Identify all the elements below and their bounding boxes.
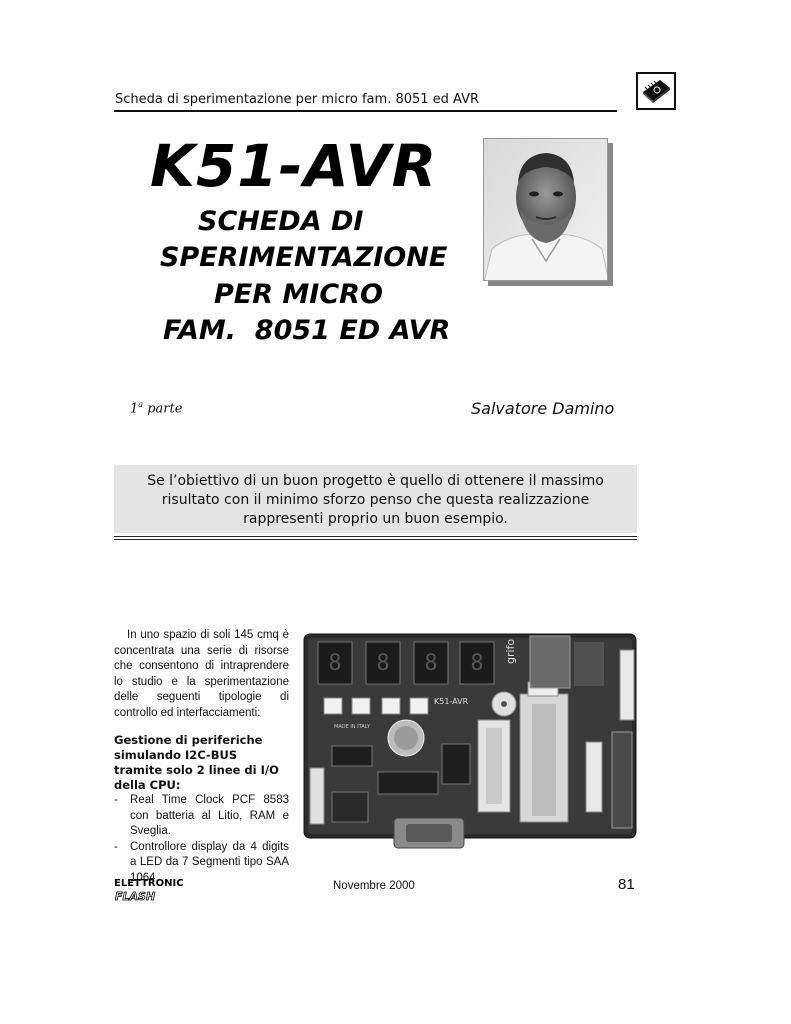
header-rule	[114, 110, 617, 112]
body-column	[114, 628, 289, 886]
part-label	[130, 400, 182, 416]
feature-list	[114, 793, 289, 886]
part-suffix: a	[138, 400, 144, 409]
author-photo	[483, 138, 608, 281]
subtitle-line-3: PER MICRO	[214, 279, 383, 310]
brand-label: grifo	[504, 638, 517, 664]
magazine-logo	[113, 875, 183, 903]
article-title: K51-AVR	[150, 132, 438, 200]
running-head: Scheda di sperimentazione per micro fam. 8051 ed AVR	[115, 92, 480, 107]
part-word: parte	[147, 401, 183, 417]
subtitle-line-2: SPERIMENTAZIONE	[160, 242, 448, 273]
lead-paragraph: Se l’obiettivo di un buon progetto è quello di ottenere il massimo risultato con il minimo sforzo penso che questa realizzazione rappresenti proprio un buon esempio.	[114, 465, 637, 533]
page-number: 81	[618, 876, 635, 893]
lead-rule-bottom	[114, 539, 637, 540]
bullet-marker: -	[114, 840, 118, 853]
svg-text:8: 8	[470, 651, 484, 676]
intro-paragraph: In uno spazio di soli 145 cmq è concentrata una serie di risorse che consentono di intraprendere lo studio e la sperimentazione delle seguenti tipologie di controllo ed interfacciamenti:	[114, 629, 289, 719]
section-subheading: Gestione di periferiche simulando I2C-BUS tramite solo 2 linee di I/O della CPU:	[114, 733, 279, 792]
list-item: - Real Time Clock PCF 8583 con batteria al Litio, RAM e Sveglia.	[114, 794, 289, 837]
magazine-name-line-1: ELETTRONIC	[114, 878, 183, 889]
subtitle-line-4: FAM. 8051 ED AVR	[163, 315, 451, 346]
list-item: - Controllore display da 4 digits a LED da 7 Segmenti tipo SAA 1064.	[114, 840, 289, 884]
part-number: 1	[130, 401, 139, 417]
svg-text:8: 8	[328, 651, 342, 676]
issue-date: Novembre 2000	[333, 880, 415, 892]
origin-label: MADE IN ITALY	[334, 724, 370, 730]
board-photo	[302, 632, 638, 858]
subtitle-line-1: SCHEDA DI	[198, 206, 364, 237]
magazine-name-line-2: FLASH	[115, 890, 156, 903]
lead-rule-top	[114, 536, 637, 537]
chip-icon	[636, 72, 676, 110]
svg-text:8: 8	[424, 651, 438, 676]
svg-text:8: 8	[376, 651, 390, 676]
author-name: Salvatore Damino	[471, 399, 615, 418]
bullet-marker: -	[114, 794, 118, 806]
model-label: K51-AVR	[434, 697, 469, 706]
